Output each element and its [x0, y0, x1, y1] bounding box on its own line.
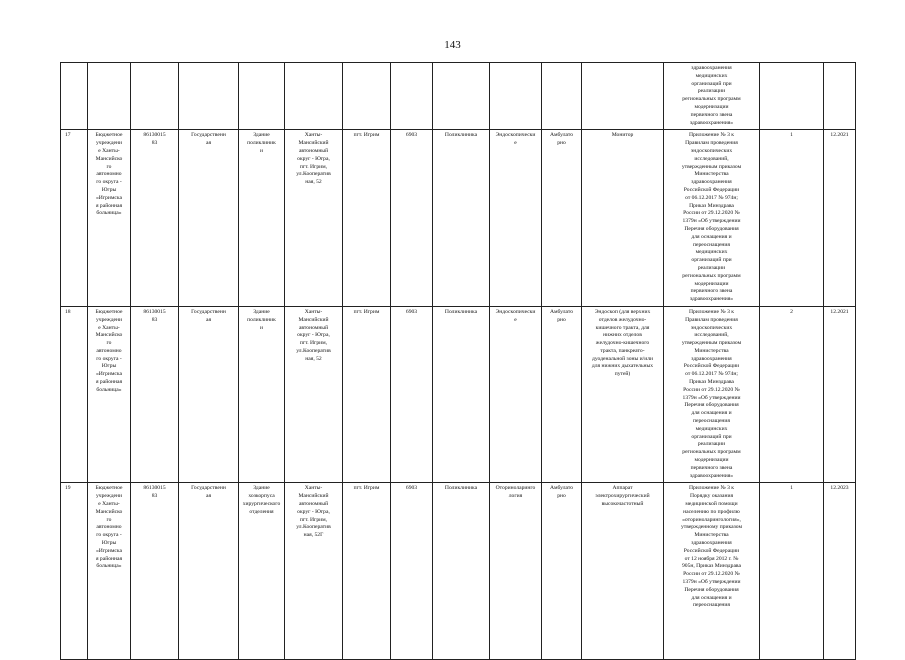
- organization-name: Бюджетное учреждени е Ханты- Мансийско го автономно го округа - Югры «Игримска я районная больница»: [88, 483, 131, 660]
- address: Ханты- Мансийский автономный округ - Югра, пгт. Игрим, ул.Кооператив ная, 52Г: [285, 483, 343, 660]
- organization-name: Бюджетное учреждени е Ханты- Мансийско го автономно го округа - Югры «Игримска я районная больница»: [88, 130, 131, 307]
- row-number: 19: [61, 483, 88, 660]
- table-cell: [285, 63, 343, 130]
- row-number: 18: [61, 306, 88, 483]
- division-type: Поликлиника: [433, 483, 490, 660]
- table-cell: [239, 63, 285, 130]
- page-number: 143: [444, 39, 461, 51]
- quantity: 1: [760, 483, 824, 660]
- address: Ханты- Мансийский автономный округ - Югра, пгт. Игрим, ул.Кооператив ная, 52: [285, 130, 343, 307]
- table-row: [61, 306, 856, 483]
- settlement: пгт. Игрим: [343, 483, 391, 660]
- settlement: пгт. Игрим: [343, 130, 391, 307]
- table-cell: [582, 63, 664, 130]
- table-cell: [542, 63, 582, 130]
- due-date: 12.2023: [824, 483, 856, 660]
- table-row: [61, 130, 856, 307]
- organization-name: Бюджетное учреждени е Ханты- Мансийско го автономно го округа - Югры «Игримска я районная больница»: [88, 306, 131, 483]
- inn-code: 86130015 83: [131, 130, 179, 307]
- equipment-name: Монитор: [582, 130, 664, 307]
- row-number: 17: [61, 130, 88, 307]
- due-date: 12.2021: [824, 130, 856, 307]
- table-cell: [433, 63, 490, 130]
- address: Ханты- Мансийский автономный округ - Югра, пгт. Игрим, ул.Кооператив ная, 52: [285, 306, 343, 483]
- equipment-name: Аппарат электрохирургический высокочастотный: [582, 483, 664, 660]
- equipment-table: [60, 62, 856, 660]
- quantity: 1: [760, 130, 824, 307]
- table-cell: [61, 63, 88, 130]
- building-name: Здание хозкорпусa хирургического отделения: [239, 483, 285, 660]
- ownership-form: Государственн ая: [179, 306, 239, 483]
- code: 6903: [391, 306, 433, 483]
- due-date: 12.2021: [824, 306, 856, 483]
- care-form: Амбулато рно: [542, 130, 582, 307]
- code: 6903: [391, 483, 433, 660]
- table-cell: [824, 63, 856, 130]
- profile: Оториноларинго логия: [490, 483, 542, 660]
- profile: Эндоскопически е: [490, 130, 542, 307]
- legal-basis: Приложение № 3 к Правилам проведения эндоскопических исследований, утвержденным приказом Министерства здравоохранения Российской Федерации от 06.12.2017 № 974н; Приказ Минздрава России от 29.12.2020 № 1379н «Об утверждении Перечня оборудования для оснащения и переоснащения медицинских организаций при реализации региональных программ модернизации первичного звена здравоохранения»: [664, 306, 760, 483]
- inn-code: 86130015 83: [131, 306, 179, 483]
- division-type: Поликлиника: [433, 306, 490, 483]
- quantity: 2: [760, 306, 824, 483]
- table-cell: [760, 63, 824, 130]
- table-row-continuation: [61, 63, 856, 130]
- building-name: Здание поликлиник и: [239, 306, 285, 483]
- settlement: пгт. Игрим: [343, 306, 391, 483]
- table-cell: [131, 63, 179, 130]
- ownership-form: Государственн ая: [179, 130, 239, 307]
- table-cell: [88, 63, 131, 130]
- table-cell: [391, 63, 433, 130]
- table-cell: здравоохранения медицинских организаций при реализации региональных программ модернизации первичного звена здравоохранения»: [664, 63, 760, 130]
- equipment-name: Эндоскоп (для верхних отделов желудочно- кишечного тракта, для нижних отделов желудочно-кишечного тракта, панкреато- дуоденальной зоны и/или для нижних дыхательных путей): [582, 306, 664, 483]
- care-form: Амбулато рно: [542, 483, 582, 660]
- profile: Эндоскопически е: [490, 306, 542, 483]
- table-cell: [490, 63, 542, 130]
- table-cell: [179, 63, 239, 130]
- division-type: Поликлиника: [433, 130, 490, 307]
- code: 6903: [391, 130, 433, 307]
- table-cell: [343, 63, 391, 130]
- legal-basis: Приложение № 3 к Порядку оказания медицинской помощи населению по профилю «оториноларингология», утвержденному приказом Министерства здравоохранения Российской Федерации от 12 ноября 2012 г. № 905н, Приказ Минздрава России от 29.12.2020 № 1379н «Об утверждении Перечня оборудования для оснащения и переоснащения: [664, 483, 760, 660]
- building-name: Здание поликлиник и: [239, 130, 285, 307]
- ownership-form: Государственн ая: [179, 483, 239, 660]
- table-row: [61, 483, 856, 660]
- care-form: Амбулато рно: [542, 306, 582, 483]
- legal-basis: Приложение № 3 к Правилам проведения эндоскопических исследований, утвержденным приказом Министерства здравоохранения Российской Федерации от 06.12.2017 № 974н; Приказ Минздрава России от 29.12.2020 № 1379н «Об утверждении Перечня оборудования для оснащения и переоснащения медицинских организаций при реализации региональных программ модернизации первичного звена здравоохранения»: [664, 130, 760, 307]
- inn-code: 86130015 83: [131, 483, 179, 660]
